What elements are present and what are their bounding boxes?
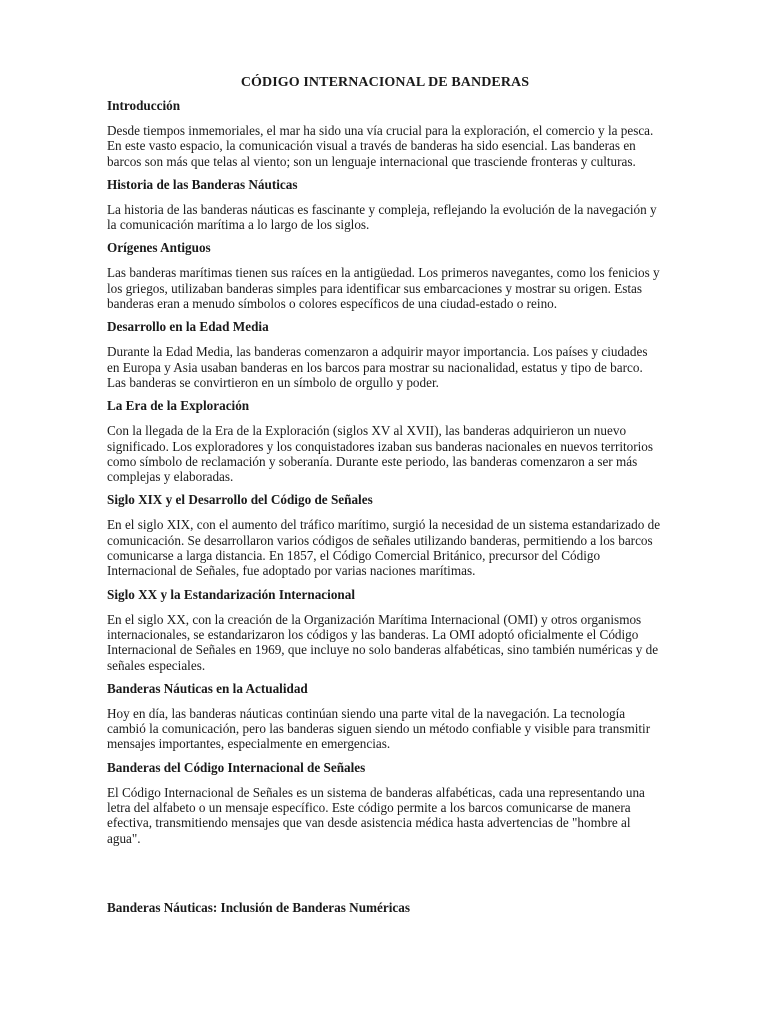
paragraph-introduccion: Desde tiempos inmemoriales, el mar ha sido una vía crucial para la exploración, el comercio y la pesca. En este vasto espacio, la comunicación visual a través de banderas ha sido esencial. Las banderas en barcos son más que telas al viento; son un lenguaje internacional que trasciende fronteras y culturas.: [107, 123, 654, 169]
heading-actualidad: Banderas Náuticas en la Actualidad: [107, 680, 308, 696]
document-page: [107, 74, 663, 925]
heading-siglo-xix: Siglo XIX y el Desarrollo del Código de Señales: [107, 492, 373, 508]
paragraph-siglo-xix: En el siglo XIX, con el aumento del tráfico marítimo, surgió la necesidad de un sistema estandarizado de comunicación. Se desarrollaron varios códigos de señales utilizando banderas, permitiendo a los barcos comunicarse a larga distancia. En 1857, el Código Comercial Británico, precursor del Código Internacional de Señales, fue adoptado por varias naciones marítimas.: [107, 517, 661, 579]
blank-space: [107, 854, 663, 900]
heading-origenes: Orígenes Antiguos: [107, 240, 211, 256]
heading-siglo-xx: Siglo XX y la Estandarización Internacional: [107, 586, 356, 602]
document-title: CÓDIGO INTERNACIONAL DE BANDERAS: [240, 75, 530, 90]
heading-exploracion: La Era de la Exploración: [107, 398, 250, 414]
paragraph-siglo-xx: En el siglo XX, con la creación de la Organización Marítima Internacional (OMI) y otros organismos internacionales, se estandarizaron los códigos y las banderas. La OMI adoptó oficialmente el Código Internacional de Señales en 1969, que incluye no solo banderas alfabéticas, sino también numéricas y de señales especiales.: [107, 611, 659, 673]
heading-banderas-numericas: Banderas Náuticas: Inclusión de Banderas Numéricas: [107, 899, 410, 915]
heading-introduccion: Introducción: [107, 98, 181, 113]
heading-codigo-senales: Banderas del Código Internacional de Señales: [107, 759, 366, 775]
paragraph-historia: La historia de las banderas náuticas es fascinante y compleja, reflejando la evolución de la navegación y la comunicación marítima a lo largo de los siglos.: [107, 201, 657, 233]
heading-edad-media: Desarrollo en la Edad Media: [107, 319, 269, 335]
heading-historia: Historia de las Banderas Náuticas: [107, 176, 298, 192]
paragraph-exploracion: Con la llegada de la Era de la Exploración (siglos XV al XVII), las banderas adquirieron un nuevo significado. Los exploradores y los conquistadores izaban sus banderas nacionales en nuevos territorios como símbolo de reclamación y soberanía. Durante este periodo, las banderas comenzaron a ser más complejas y elaboradas.: [107, 423, 654, 485]
paragraph-codigo-senales: El Código Internacional de Señales es un sistema de banderas alfabéticas, cada una representando una letra del alfabeto o un mensaje específico. Este código permite a los barcos comunicarse de manera efectiva, transmitiendo mensajes que van desde asistencia médica hasta advertencias de "hombre al agua".: [107, 784, 645, 846]
paragraph-actualidad: Hoy en día, las banderas náuticas continúan siendo una parte vital de la navegación. La tecnología cambió la comunicación, pero las banderas siguen siendo un método confiable y visible para transmitir mensajes importantes, especialmente en emergencias.: [107, 705, 651, 752]
paragraph-origenes: Las banderas marítimas tienen sus raíces en la antigüedad. Los primeros navegantes, como los fenicios y los griegos, utilizaban banderas simples para identificar sus embarcaciones y mostrar su origen. Estas banderas eran a menudo símbolos o colores específicos de una ciudad-estado o reino.: [107, 265, 660, 312]
paragraph-edad-media: Durante la Edad Media, las banderas comenzaron a adquirir mayor importancia. Los países y ciudades en Europa y Asia usaban banderas en los barcos para mostrar su nacionalidad, estatus y tipo de barco. Las banderas se convirtieron en un símbolo de orgullo y poder.: [107, 344, 648, 390]
